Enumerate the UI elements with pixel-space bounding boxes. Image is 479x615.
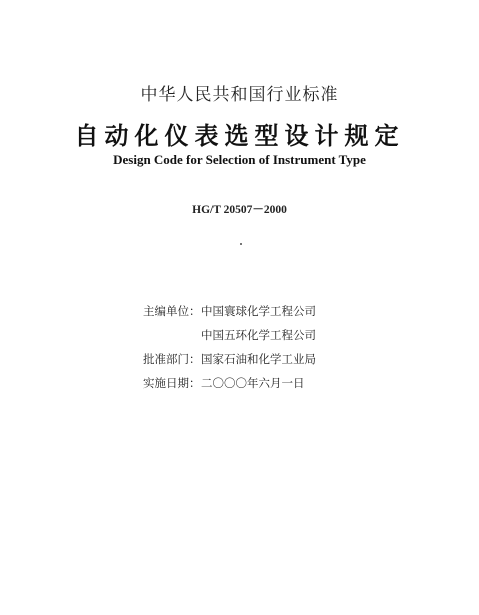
info-value: 国家石油和化学工业局: [201, 352, 316, 366]
info-label: 批准部门：: [143, 352, 201, 366]
info-row-approver: [143, 347, 316, 371]
document-title-chinese: 自动化仪表选型设计规定: [74, 122, 405, 150]
info-row-effective-date: [143, 371, 316, 395]
document-title-english: Design Code for Selection of Instrument Type: [113, 152, 366, 167]
info-row-co-editor: [143, 323, 316, 347]
info-row-editor: [143, 299, 316, 323]
info-value: 中国寰球化学工程公司: [201, 304, 316, 318]
standard-code: HG/T 20507－2000: [192, 204, 287, 216]
info-label: 主编单位：: [143, 304, 201, 318]
info-label: 实施日期：: [143, 376, 201, 390]
standard-category: 中华人民共和国行业标准: [140, 85, 339, 105]
info-value: 二〇〇〇年六月一日: [201, 376, 305, 390]
publication-info: [143, 299, 316, 395]
scan-speck: [240, 243, 242, 245]
info-value: 中国五环化学工程公司: [201, 328, 316, 342]
